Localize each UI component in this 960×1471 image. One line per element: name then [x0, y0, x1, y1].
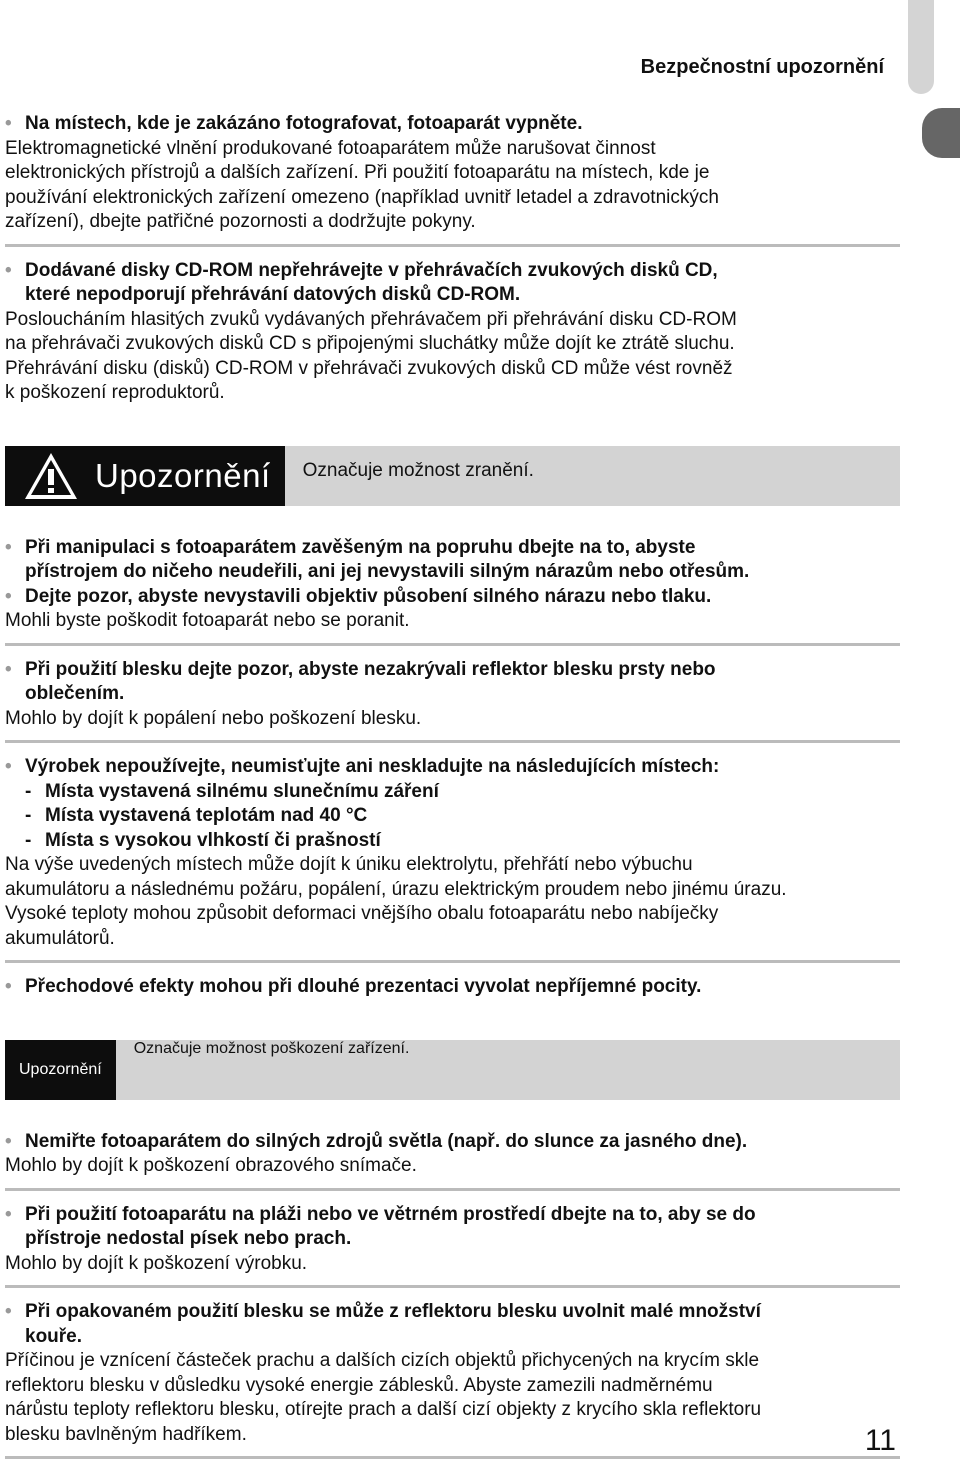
caution-description: Označuje možnost poškození zařízení. — [133, 1039, 410, 1057]
list-item — [5, 112, 900, 235]
item-heading: • Dodávané disky CD-ROM nepřehrávejte v přehrávačích zvukových disků CD, které nepodporují přehrávání datových disků CD-ROM. — [5, 259, 718, 305]
caution-label-block — [5, 1040, 116, 1100]
item-body: Mohlo by dojít k popálení nebo poškození blesku. — [5, 707, 422, 729]
divider — [5, 1456, 900, 1459]
item-body: Mohlo by dojít k poškození výrobku. — [5, 1252, 308, 1274]
item-heading: • Při použití fotoaparátu na pláži nebo ve větrném prostředí dbejte na to, aby se do přístroje nedostal písek nebo prach. — [5, 1203, 756, 1249]
page-header-title: Bezpečnostní upozornění — [640, 56, 884, 78]
chapter-tab-marker — [922, 108, 960, 158]
list-item — [5, 1300, 900, 1447]
list-item — [5, 1203, 900, 1277]
section-general — [5, 112, 900, 406]
item-body: Příčinou je vznícení částeček prachu a dalších cizích objektů přichycených na krycím skle reflektoru blesku v důsledku vysoké energie záblesků. Abyste zamezili nadměrnému nárůstu teploty reflektoru blesku, otírejte prach a další cizí objekty z krycího skla reflektoru blesku bavlněným hadříkem. — [5, 1350, 762, 1445]
bullet-icon: • — [5, 1301, 12, 1322]
caution-banner — [5, 1040, 900, 1100]
list-item — [5, 975, 900, 1000]
warning-banner — [5, 446, 900, 506]
bullet-icon: • — [5, 756, 12, 777]
bullet-icon: • — [5, 658, 12, 680]
bullet-icon: • — [5, 1130, 12, 1152]
item-body: Mohlo by dojít k poškození obrazového snímače. — [5, 1155, 417, 1176]
bullet-icon: • — [5, 976, 12, 997]
item-heading: • Dejte pozor, abyste nevystavili objektiv působení silného nárazu nebo tlaku. — [5, 585, 900, 610]
list-item — [5, 658, 900, 732]
warning-triangle-icon — [23, 451, 79, 501]
bullet-icon: • — [5, 113, 12, 134]
sub-list — [5, 780, 900, 854]
item-body: Posloucháním hlasitých zvuků vydávaných přehrávačem při přehrávání disku CD-ROM na přehrávači zvukových disků CD s připojenými sluchátky může dojít ke ztrátě sluchu. Přehrávání disku (disků) CD-ROM v přehrávači zvukových disků CD může vést rovněž k poškození reproduktorů. — [5, 308, 737, 403]
list-item — [5, 259, 900, 406]
divider — [5, 1188, 900, 1191]
item-body: Elektromagnetické vlnění produkované fotoaparátem může narušovat činnost elektronických přístrojů a dalších zařízení. Při použití fotoaparátu na místech, kde je používání elektronických zařízení omezeno (například uvnitř letadel a zdravotnických zařízení), dbejte patřičné pozornosti a dodržujte pokyny. — [5, 137, 719, 232]
item-heading: • Výrobek nepoužívejte, neumisťujte ani neskladujte na následujících místech: — [5, 755, 900, 780]
list-item — [5, 755, 900, 951]
sub-list-item: - Místa vystavená teplotám nad 40 °C — [25, 805, 368, 826]
caution-label: Upozornění — [19, 1060, 102, 1078]
sub-list-item: - Místa vystavená silnému slunečnímu záření — [25, 780, 439, 802]
divider — [5, 1285, 900, 1288]
list-item — [5, 536, 900, 585]
list-item — [5, 585, 900, 634]
divider — [5, 960, 900, 963]
divider — [5, 740, 900, 743]
warning-label-block — [5, 446, 285, 506]
item-body: Na výše uvedených místech může dojít k úniku elektrolytu, přehřátí nebo výbuchu akumulátoru a následnému požáru, popálení, úrazu elektrickým proudem nebo jinému úrazu. Vysoké teploty mohou způsobit deformaci vnějšího obalu fotoaparátu nebo nabíječky akumulátorů. — [5, 854, 787, 949]
page-content — [5, 112, 900, 1471]
section-cautions — [5, 1130, 900, 1460]
warning-label: Upozornění — [95, 456, 271, 494]
item-heading: • Přechodové efekty mohou při dlouhé prezentaci vyvolat nepříjemné pocity. — [5, 975, 900, 1000]
item-heading: • Nemiřte fotoaparátem do silných zdrojů světla (např. do slunce za jasného dne). — [5, 1130, 900, 1155]
divider — [5, 643, 900, 646]
item-heading: • Při opakovaném použití blesku se může z reflektoru blesku uvolnit malé množství kouře. — [5, 1301, 761, 1347]
section-warnings — [5, 536, 900, 1000]
item-body: Mohli byste poškodit fotoaparát nebo se poranit. — [5, 610, 410, 631]
bullet-icon: • — [5, 585, 12, 607]
warning-description: Označuje možnost zranění. — [302, 459, 534, 481]
bullet-icon: • — [5, 536, 12, 558]
item-heading: • Při použití blesku dejte pozor, abyste nezakrývali reflektor blesku prsty nebo oblečením. — [5, 658, 716, 704]
bullet-icon: • — [5, 259, 12, 281]
sub-list-item: - Místa s vysokou vlhkostí či prašností — [25, 829, 381, 851]
item-heading: • Při manipulaci s fotoaparátem zavěšeným na popruhu dbejte na to, abyste přístrojem do ničeho neudeřili, ani jej nevystavili silným nárazům nebo otřesům. — [5, 536, 750, 582]
item-heading: • Na místech, kde je zakázáno fotografovat, fotoaparát vypněte. — [5, 112, 900, 137]
chapter-tab-top — [908, 0, 934, 94]
divider — [5, 244, 900, 247]
bullet-icon: • — [5, 1203, 12, 1225]
page-number: 11 — [864, 1424, 896, 1457]
list-item — [5, 1130, 900, 1179]
